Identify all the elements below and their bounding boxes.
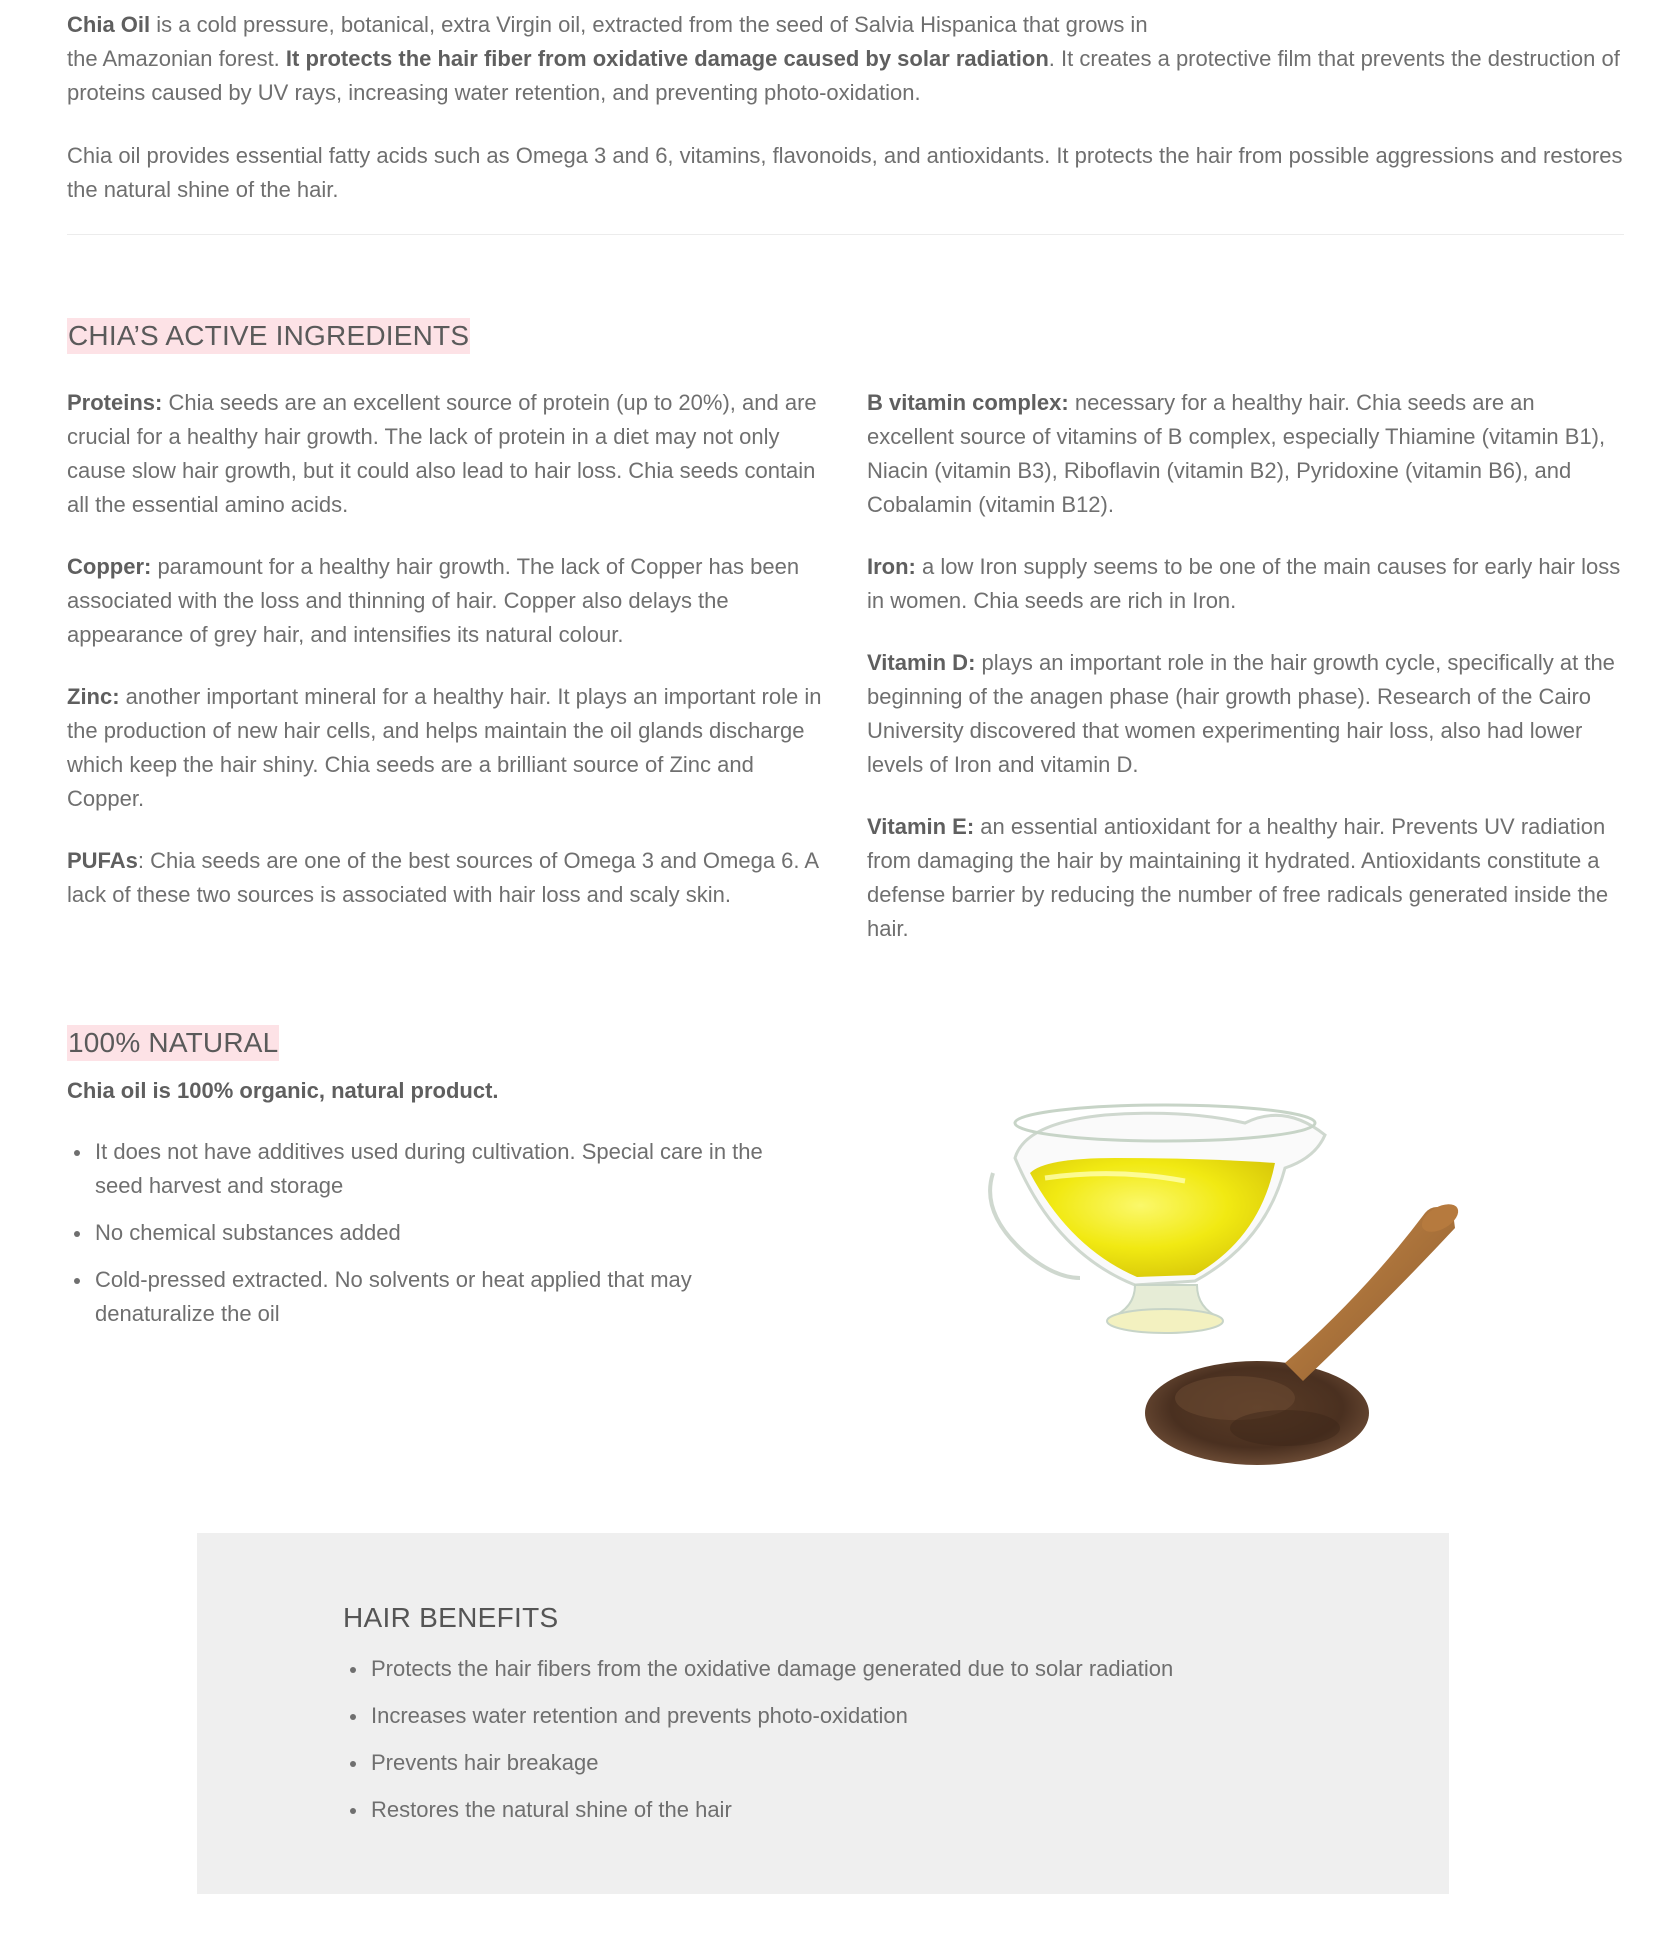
ingredient-text: a low Iron supply seems to be one of the main causes for early hair loss in women. Chia seeds are rich in Iron.: [867, 554, 1621, 613]
ingredient-vitamin-d: [867, 646, 1627, 782]
ingredient-term: PUFAs: [67, 848, 138, 873]
ingredient-text: : Chia seeds are one of the best sources of Omega 3 and Omega 6. A lack of these two sources is associated with hair loss and scaly skin.: [67, 848, 818, 907]
ingredient-text: Chia seeds are an excellent source of protein (up to 20%), and are crucial for a healthy hair growth. The lack of protein in a diet may not only cause slow hair growth, but it could also lead to hair loss. Chia seeds contain all the essential amino acids.: [67, 390, 817, 517]
ingredient-term: Proteins:: [67, 390, 163, 415]
gravy-boat: [990, 1105, 1325, 1333]
ingredient-term: Zinc:: [67, 684, 120, 709]
intro-paragraph-1: [67, 8, 1627, 110]
list-item: It does not have additives used during cultivation. Special care in the seed harvest and storage: [67, 1135, 807, 1203]
list-item: Cold-pressed extracted. No solvents or heat applied that may denaturalize the oil: [67, 1263, 807, 1331]
ingredient-b-vitamins: [867, 386, 1627, 522]
ingredient-term: B vitamin complex:: [867, 390, 1069, 415]
benefits-list: [343, 1652, 1343, 1840]
ingredients-right-column: [867, 386, 1627, 974]
chia-oil-product-image: [985, 1063, 1545, 1491]
intro-section: [67, 8, 1627, 207]
natural-list: [67, 1135, 807, 1344]
intro-paragraph-2: Chia oil provides essential fatty acids such as Omega 3 and 6, vitamins, flavonoids, and antioxidants. It protects the hair from possible aggressions and restores the natural shine of the hair.: [67, 143, 1623, 202]
ingredient-term: Vitamin E:: [867, 814, 975, 839]
ingredient-term: Vitamin D:: [867, 650, 976, 675]
intro-text-b: the Amazonian forest.: [67, 46, 286, 71]
ingredient-iron: [867, 550, 1627, 618]
list-item: No chemical substances added: [67, 1216, 807, 1250]
intro-text-c: . It creates a protective film that prevents the destruction of proteins caused by UV rays, increasing water retention, and preventing photo-oxidation.: [67, 46, 1620, 105]
natural-heading: 100% NATURAL: [67, 1025, 279, 1061]
list-item: Restores the natural shine of the hair: [343, 1793, 1343, 1827]
ingredients-heading: CHIA’S ACTIVE INGREDIENTS: [67, 318, 470, 354]
ingredient-zinc: [67, 680, 827, 816]
ingredients-left-column: [67, 386, 827, 940]
ingredient-proteins: [67, 386, 827, 522]
ingredient-text: another important mineral for a healthy hair. It plays an important role in the production of new hair cells, and helps maintain the oil glands discharge which keep the hair shiny. Chia seeds are a brilliant source of Zinc and Copper.: [67, 684, 822, 811]
ingredient-pufas: [67, 844, 827, 912]
wooden-spoon: [1285, 1198, 1463, 1381]
list-item: Increases water retention and prevents photo-oxidation: [343, 1699, 1343, 1733]
chia-seed-pile: [1145, 1361, 1369, 1465]
ingredient-vitamin-e: [867, 810, 1627, 946]
benefits-title: HAIR BENEFITS: [343, 1602, 559, 1633]
list-item: Protects the hair fibers from the oxidative damage generated due to solar radiation: [343, 1652, 1343, 1686]
ingredient-copper: [67, 550, 827, 652]
intro-bold: It protects the hair fiber from oxidative damage caused by solar radiation: [285, 46, 1049, 71]
intro-text-a: is a cold pressure, botanical, extra Virgin oil, extracted from the seed of Salvia Hispanica that grows in: [150, 12, 1148, 37]
ingredient-text: an essential antioxidant for a healthy hair. Prevents UV radiation from damaging the hair by maintaining it hydrated. Antioxidants constitute a defense barrier by reducing the number of free radicals generated inside the hair.: [867, 814, 1609, 941]
natural-lead: Chia oil is 100% organic, natural product.: [67, 1078, 499, 1103]
ingredient-term: Copper:: [67, 554, 152, 579]
ingredient-text: plays an important role in the hair growth cycle, specifically at the beginning of the anagen phase (hair growth phase). Research of the Cairo University discovered that women experimenting hair loss, also had lower levels of Iron and vitamin D.: [867, 650, 1615, 777]
ingredient-text: necessary for a healthy hair. Chia seeds are an excellent source of vitamins of B complex, especially Thiamine (vitamin B1), Niacin (vitamin B3), Riboflavin (vitamin B2), Pyridoxine (vitamin B6), and Cobalamin (vitamin B12).: [867, 390, 1606, 517]
ingredient-text: paramount for a healthy hair growth. The lack of Copper has been associated with the loss and thinning of hair. Copper also delays the appearance of grey hair, and intensifies its natural colour.: [67, 554, 800, 647]
hair-benefits-panel: [197, 1533, 1449, 1894]
ingredient-term: Iron:: [867, 554, 916, 579]
list-item: Prevents hair breakage: [343, 1746, 1343, 1780]
intro-lead: Chia Oil: [67, 12, 151, 37]
divider: [67, 234, 1624, 235]
